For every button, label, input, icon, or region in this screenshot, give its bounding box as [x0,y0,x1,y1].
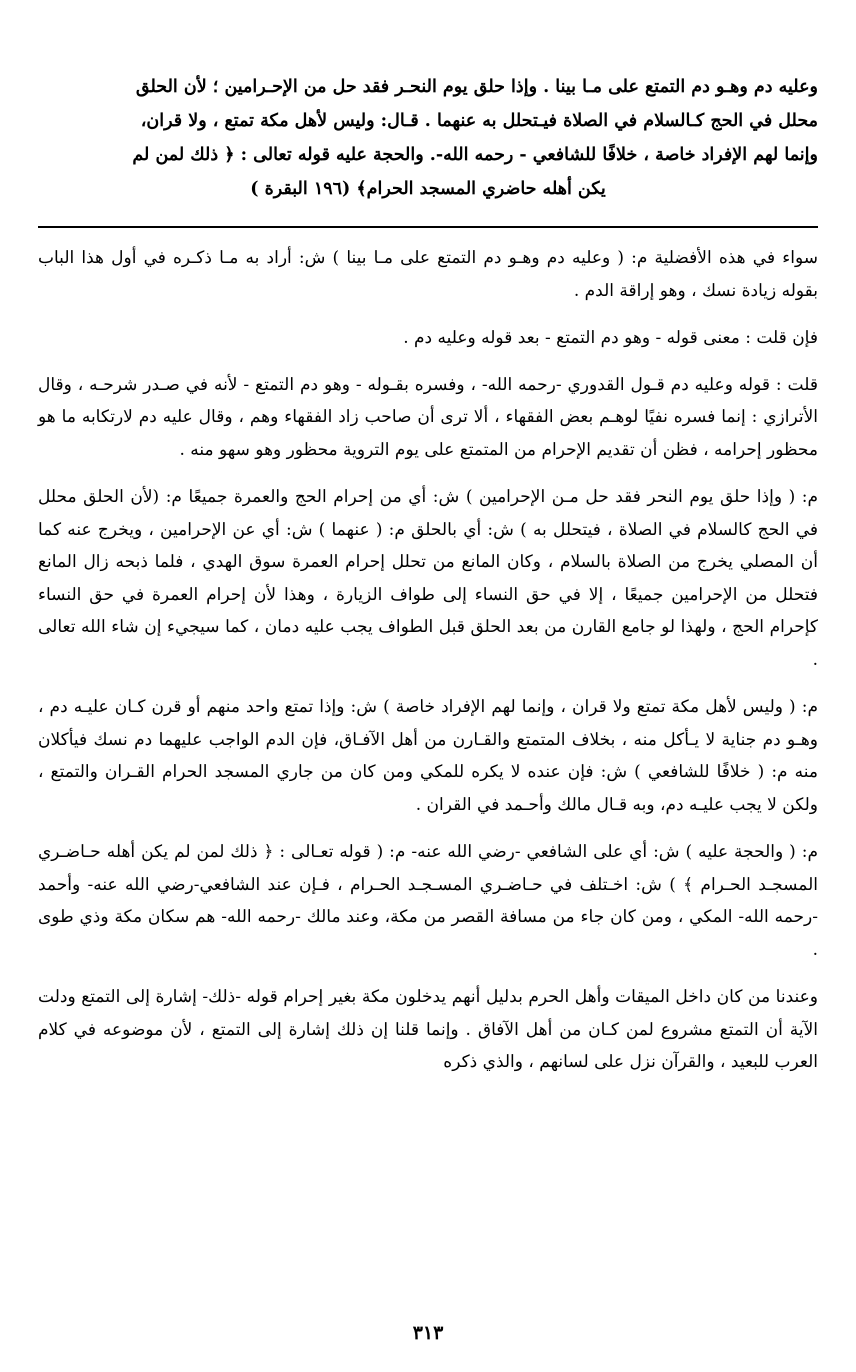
separator-rule [38,226,818,228]
sharh-paragraph-4: م: ( وإذا حلق يوم النحر فقد حل مـن الإحرامين ) ش: أي من إحرام الحج والعمرة جميعًا م: (لأن الحلق محلل في الحج كالسلام في الصلاة ، فيتحلل به ) ش: أي بالحلق م: ( عنهما ) ش: أي عن الإحرامين ، ويخرج عنه كما أن المصلي يخرج من الصلاة بالسلام ، وكان المانع من تحلل إحرام العمرة سوق الهدي ، فلما ذبحه زال المانع فتحلل من الإحرامين جميعًا ، إلا في حق النساء إلى طواف الزيارة ، وهذا لأن إحرام العمرة في حق النساء كإحرام الحج ، ولهذا لو جامع القارن من بعد الحلق قبل الطواف يجب عليه دمان ، كما سيجيء إن شاء الله تعالى . [38,487,818,670]
matn-line-1: وعليه دم وهـو دم التمتع على مـا بينا . وإذا حلق يوم النحـر فقد حل من الإحـرامين ؛ لأن الحلق [135,77,818,97]
matn-line-4: يكن أهله حاضري المسجد الحرام﴾ (١٩٦ البقرة ) [250,179,606,199]
matn-text-block [38,70,818,206]
sharh-commentary-block [38,242,818,1079]
sharh-paragraph-7: وعندنا من كان داخل الميقات وأهل الحرم بدليل أنهم يدخلون مكة بغير إحرام قوله -ذلك- إشارة إلى التمتع ودلت الآية أن التمتع مشروع لمن كـان من أهل الآفاق . وإنما قلنا إن ذلك إشارة إلى التمتع ، لأن موضوعه في كلام العرب للبعيد ، والقرآن نزل على لسانهم ، والذي ذكره [38,987,818,1072]
sharh-paragraph-6: م: ( والحجة عليه ) ش: أي على الشافعي -رضي الله عنه- م: ( قوله تعـالى : ﴿ ذلك لمن لم يكن أهله حـاضـري المسجـد الحـرام ﴾ ) ش: اخـتلف في حـاضـري المسـجـد الحـرام ، فـإن عند الشافعي-رضي الله عنه- وأحمد -رحمه الله- المكي ، ومن كان جاء من مسافة القصر من مكة، وعند مالك -رحمه الله- هم سكان مكة وذي طوى . [38,842,818,960]
sharh-paragraph-1: سواء في هذه الأفضلية م: ( وعليه دم وهـو دم التمتع على مـا بينا ) ش: أراد به مـا ذكـره في أول هذا الباب بقوله زيادة نسك ، وهو إراقة الدم . [38,248,818,301]
matn-line-3: وإنما لهم الإفراد خاصة ، خلافًا للشافعي - رحمه الله-. والحجة عليه قوله تعالى : ﴿ ذلك لمن لم [132,145,818,165]
page-number: ٣١٣ [412,1322,444,1344]
sharh-paragraph-3: قلت : قوله وعليه دم قـول القدوري -رحمه الله- ، وفسره بقـوله - وهو دم التمتع - لأنه في صـدر شرحـه ، وقال الأترازي : إنما فسره نفيًا لوهـم بعض الفقهاء ، ألا ترى أن صاحب زاد الفقهاء وهم ، وقال عليه دم لارتكابه ما هو محظور إحرامه ، فظن أن تقديم الإحرام من المتمتع على يوم التروية محظور وهو سهو منه . [38,374,818,460]
matn-line-2: محلل في الحج كـالسلام في الصلاة فيـتحلل به عنهما . قـال: وليس لأهل مكة تمتع ، ولا قران، [140,111,818,131]
sharh-paragraph-2: فإن قلت : معنى قوله - وهو دم التمتع - بعد قوله وعليه دم . [403,328,818,348]
sharh-paragraph-5: م: ( وليس لأهل مكة تمتع ولا قران ، وإنما لهم الإفراد خاصة ) ش: وإذا تمتع واحد منهم أو قرن كـان عليـه دم ، وهـو دم جناية لا يـأكل منه ، بخلاف المتمتع والقـارن من أهل الآفـاق، فإن الدم الواجب عليهما دم نسك فيأكلان منه م: ( خلافًا للشافعي ) ش: فإن عنده لا يكره للمكي ومن كان من جاري المسجد الحرام القـران والتمتع ، ولكن لا يجب عليـه دم، وبه قـال مالك وأحـمد في القران . [38,697,818,815]
